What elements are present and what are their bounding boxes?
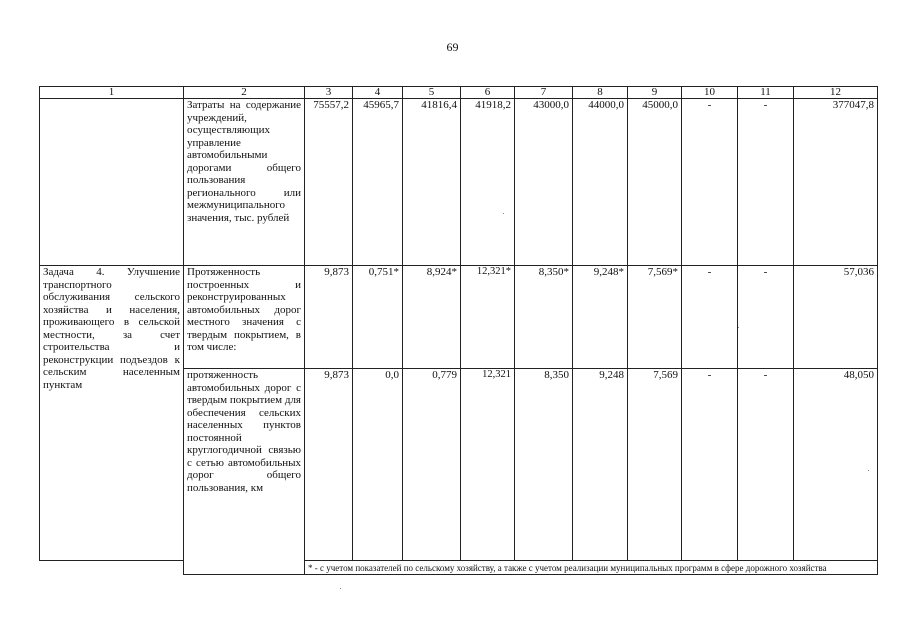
scan-speck (340, 588, 341, 589)
data-table (39, 86, 878, 575)
column-header: 3 (305, 87, 353, 99)
value-cell: 0,751* (353, 266, 403, 369)
indicator-cell: Протяженность построенных и реконструированных автомобильных дорог местного значения с твердым покрытием, в том числе: (184, 266, 305, 369)
value-cell: 8,350* (515, 266, 573, 369)
value-cell: 44000,0 (573, 99, 628, 266)
value-cell: 75557,2 (305, 99, 353, 266)
value-cell: - (738, 266, 794, 369)
value-cell: 7,569 (628, 369, 682, 561)
indicator-cell: протяженность автомобильных дорог с твердым покрытием для обеспечения сельских населенных пунктов постоянной круглогодичной связью с сетью автомобильных дорог общего пользования, км (184, 369, 305, 575)
value-cell: 41918,2 (461, 99, 515, 266)
footnote: * - с учетом показателей по сельскому хозяйству, а также с учетом реализации муниципальных программ в сфере дорожного хозяйства (305, 561, 878, 575)
column-header: 11 (738, 87, 794, 99)
column-header: 7 (515, 87, 573, 99)
value-cell: 45965,7 (353, 99, 403, 266)
value-cell: 48,050 (794, 369, 878, 561)
value-cell: 12,321 (461, 369, 515, 561)
header-row (40, 87, 878, 99)
column-header: 10 (682, 87, 738, 99)
value-cell: 8,924* (403, 266, 461, 369)
value-cell: - (682, 369, 738, 561)
footnote-gap (40, 561, 184, 575)
value-cell: 7,569* (628, 266, 682, 369)
indicator-cell: Затраты на содержание учреждений, осуществляющих управление автомобильными дорогами общего пользования регионального или межмуниципального значения, тыс. рублей (184, 99, 305, 266)
value-cell: 8,350 (515, 369, 573, 561)
value-cell: 9,873 (305, 369, 353, 561)
scan-speck (868, 470, 869, 471)
column-header: 6 (461, 87, 515, 99)
column-header: 5 (403, 87, 461, 99)
value-cell: 9,248* (573, 266, 628, 369)
value-cell: 45000,0 (628, 99, 682, 266)
value-cell: - (682, 99, 738, 266)
column-header: 9 (628, 87, 682, 99)
value-cell: 0,779 (403, 369, 461, 561)
column-header: 2 (184, 87, 305, 99)
value-cell: 377047,8 (794, 99, 878, 266)
page-number: 69 (446, 40, 459, 54)
column-header: 4 (353, 87, 403, 99)
task-cell (40, 99, 184, 266)
value-cell: 0,0 (353, 369, 403, 561)
column-header: 12 (794, 87, 878, 99)
value-cell: - (738, 99, 794, 266)
value-cell: 9,873 (305, 266, 353, 369)
value-cell: - (738, 369, 794, 561)
column-header: 8 (573, 87, 628, 99)
scan-speck (738, 327, 739, 328)
table-row (40, 99, 878, 266)
footnote-row (40, 561, 878, 575)
task-cell: Задача 4. Улучшение транспортного обслуживания сельского хозяйства и населения, проживающего в сельской местности, за счет строительства и реконструкции подъездов к сельским населенным пунктам (40, 266, 184, 561)
column-header: 1 (40, 87, 184, 99)
value-cell: 9,248 (573, 369, 628, 561)
value-cell: 41816,4 (403, 99, 461, 266)
value-cell: 43000,0 (515, 99, 573, 266)
scan-speck (503, 213, 504, 214)
table-row (40, 266, 878, 369)
value-cell: - (682, 266, 738, 369)
value-cell: 12,321* (461, 266, 515, 369)
value-cell: 57,036 (794, 266, 878, 369)
